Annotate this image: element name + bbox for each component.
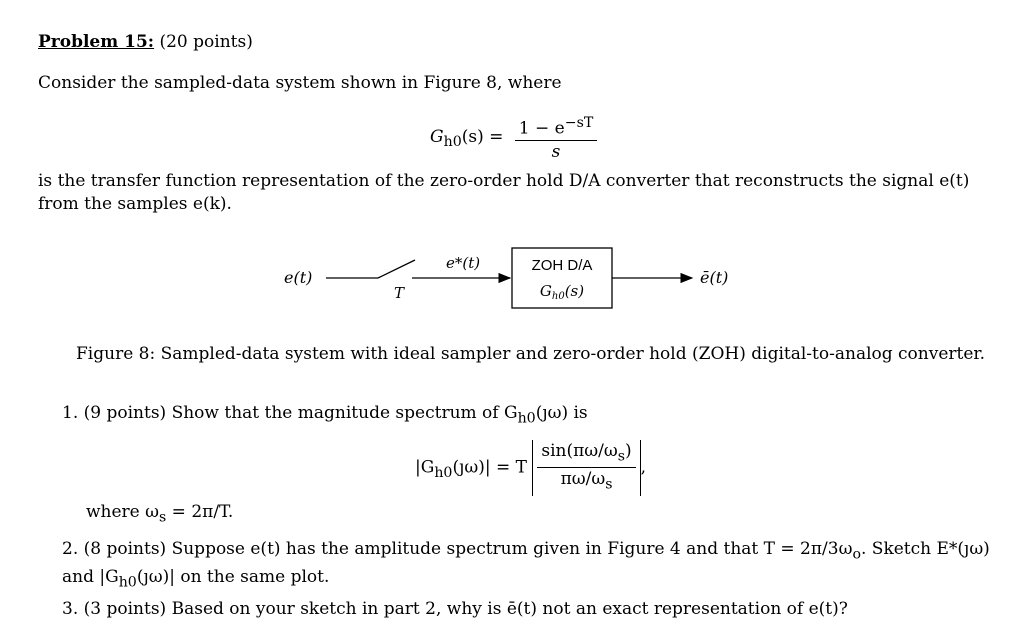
- problem-points: (20 points): [159, 32, 253, 52]
- eq1-num-exp: −sT: [564, 115, 594, 131]
- eq1-denominator: [515, 141, 598, 163]
- eq1-lhs-arg: (s) =: [461, 126, 504, 147]
- eq1-num-text: 1 − e: [518, 118, 565, 139]
- q1-where-clause: [86, 502, 233, 525]
- q1-eq-lhs-tail: (ȷω)| = T: [452, 457, 527, 478]
- figure-caption: Figure 8: Sampled-data system with ideal sampler and zero-order hold (ZOH) digital-to-analog converter.: [76, 344, 986, 364]
- eq1-lhs: G: [430, 126, 444, 147]
- eq1-fraction: [515, 112, 598, 163]
- zoh-tf-g: G: [539, 282, 552, 300]
- input-label: e(t): [284, 268, 313, 287]
- problem-heading: [38, 32, 253, 52]
- q1-eq-num-text: sin(πω/ω: [541, 441, 618, 461]
- q1-eq-fraction: [537, 440, 635, 496]
- q1-eq-denominator: [537, 468, 635, 495]
- eq1-lhs-sub: h0: [443, 134, 462, 151]
- sampler-period-label: T: [394, 284, 405, 302]
- q1-where-sub: s: [159, 509, 167, 526]
- question-2: [62, 538, 992, 595]
- q1-eq-den-sub: s: [605, 476, 613, 493]
- q2-text-sub2: h0: [118, 574, 137, 591]
- eq1-den-text: s: [551, 141, 561, 162]
- q1-eq-lhs: |G: [415, 457, 435, 478]
- question-1: [62, 402, 588, 430]
- q1-text-tail: (ȷω) is: [535, 403, 588, 423]
- output-label: ē(t): [700, 268, 729, 287]
- q1-eq-end: ,: [640, 457, 647, 478]
- q1-text-sub: h0: [517, 410, 536, 427]
- block-diagram: [280, 240, 760, 320]
- transfer-function-equation: [430, 112, 597, 163]
- q1-eq-abs: [532, 440, 640, 496]
- q1-eq-numerator: [537, 440, 635, 468]
- q1-where: where ω: [86, 502, 160, 522]
- eq1-numerator: [515, 112, 598, 141]
- q2-text-tail2: (ȷω)| on the same plot.: [136, 567, 330, 588]
- description-text: is the transfer function representation of the zero-order hold D/A converter that reconstructs the signal e(t) from the samples e(k).: [38, 171, 970, 214]
- q3-text: (3 points) Based on your sketch in part 2, why is ē(t) not an exact representation of e(t)?: [83, 599, 848, 619]
- sampler-switch: [378, 260, 415, 278]
- q1-where-tail: = 2π/T.: [166, 502, 234, 522]
- q2-number: 2.: [62, 539, 79, 559]
- question-3: [62, 598, 992, 621]
- magnitude-equation: [415, 440, 646, 496]
- q1-eq-num-sub: s: [617, 448, 626, 465]
- zoh-tf-sub: h0: [551, 291, 565, 302]
- zoh-block-title: ZOH D/A: [531, 257, 593, 274]
- intro-text: Consider the sampled-data system shown in Figure 8, where: [38, 73, 562, 93]
- sampled-signal-label: e*(t): [446, 254, 481, 272]
- q2-text-sub: o: [852, 546, 861, 563]
- problem-title: Problem 15:: [38, 32, 155, 52]
- q1-eq-lhs-sub: h0: [434, 464, 453, 481]
- q1-text: (9 points) Show that the magnitude spectrum of G: [83, 403, 518, 423]
- q1-eq-num-tail: ): [625, 441, 632, 461]
- q1-number: 1.: [62, 403, 79, 423]
- zoh-tf-arg: (s): [564, 282, 585, 300]
- q2-text-tail: . Sketch E*(ȷω) and |G: [62, 539, 990, 588]
- q2-text: (8 points) Suppose e(t) has the amplitude spectrum given in Figure 4 and that T = 2π/3ω: [83, 539, 853, 559]
- q1-eq-den-text: πω/ω: [560, 469, 606, 490]
- q3-number: 3.: [62, 599, 79, 619]
